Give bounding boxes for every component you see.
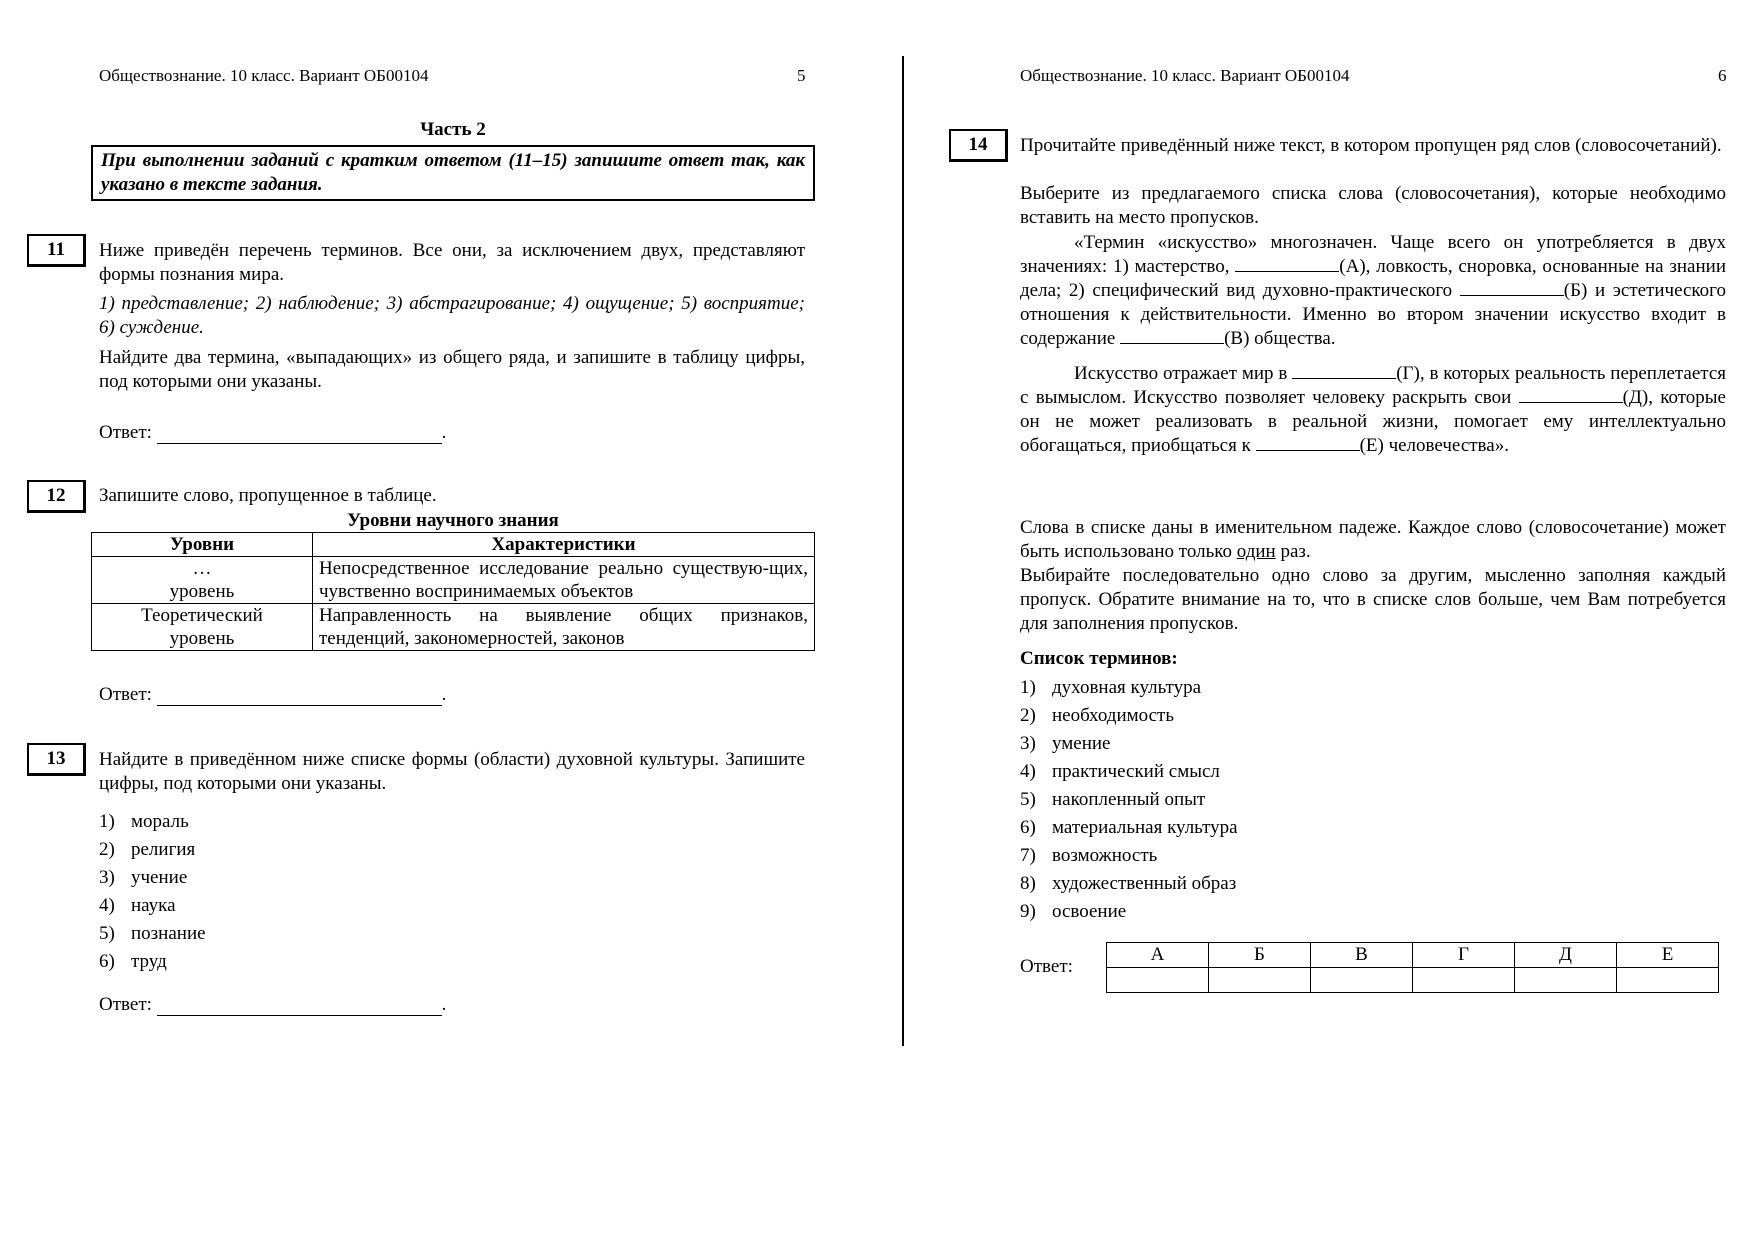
list-item bbox=[1020, 786, 1238, 814]
list-item bbox=[1020, 870, 1238, 898]
p1-part-b: (А), ловкость, сноровка, основанные на знании дела; 2) специфический вид духовно-практического bbox=[1020, 256, 1726, 301]
q14-intro-1: Прочитайте приведённый ниже текст, в котором пропущен ряд слов (словосочетаний). bbox=[1020, 135, 1722, 156]
q14-paragraph-1 bbox=[1020, 231, 1726, 351]
list-item-number: 1) bbox=[99, 811, 115, 832]
list-item bbox=[99, 948, 206, 976]
list-item-number: 9) bbox=[1020, 901, 1036, 922]
q14-intro-2: Выберите из предлагаемого списка слова (словосочетания), которые необходимо вставить на место пропусков. bbox=[1020, 183, 1726, 228]
question-number-14: 14 bbox=[949, 129, 1008, 162]
list-item-text: духовная культура bbox=[1052, 677, 1202, 698]
q11-answer-label: Ответ: bbox=[99, 422, 152, 443]
list-item bbox=[99, 836, 206, 864]
p2-part-b: (Г), в которых реальность переплетается с вымыслом. Искусство позволяет человеку раскрыть свои bbox=[1020, 363, 1726, 408]
list-item-text: возможность bbox=[1052, 845, 1158, 866]
list-item-text: освоение bbox=[1052, 901, 1127, 922]
note1-part-c: раз. bbox=[1280, 541, 1311, 562]
list-item-number: 7) bbox=[1020, 845, 1036, 866]
list-item-number: 1) bbox=[1020, 677, 1036, 698]
q12-answer[interactable] bbox=[99, 684, 446, 706]
note1-part-a: Слова в списке даны в именительном падеже. Каждое слово (словосочетание) может быть использовано только bbox=[1020, 517, 1726, 562]
p2-part-a: Искусство отражает мир в bbox=[1074, 363, 1288, 384]
blank-v[interactable] bbox=[1120, 327, 1224, 344]
list-item bbox=[1020, 842, 1238, 870]
answer-cell-v[interactable] bbox=[1311, 968, 1413, 993]
list-item-text: наука bbox=[131, 895, 176, 916]
q11-task: Найдите два термина, «выпадающих» из общего ряда, и запишите в таблицу цифры, под которыми они указаны. bbox=[99, 347, 805, 392]
right-page-header: Обществознание. 10 класс. Вариант ОБ00104 bbox=[1020, 66, 1350, 85]
answer-cell-a[interactable] bbox=[1107, 968, 1209, 993]
list-item-text: необходимость bbox=[1052, 705, 1175, 726]
question-number-12: 12 bbox=[27, 480, 86, 513]
q12-answer-line[interactable] bbox=[157, 687, 442, 706]
answer-cell-g[interactable] bbox=[1413, 968, 1515, 993]
list-item-number: 4) bbox=[1020, 761, 1036, 782]
list-item bbox=[1020, 758, 1238, 786]
blank-d[interactable] bbox=[1519, 386, 1623, 403]
row2-level: Теоретический уровень bbox=[92, 604, 313, 651]
list-item-number: 5) bbox=[1020, 789, 1036, 810]
list-item-number: 4) bbox=[99, 895, 115, 916]
answer-cell-e[interactable] bbox=[1617, 968, 1719, 993]
answer-cell-d[interactable] bbox=[1515, 968, 1617, 993]
p1-part-c: (Б) и эстетического отношения к действительности. Именно во втором значении искусство входит в содержание bbox=[1020, 280, 1727, 349]
levels-col-header: Уровни bbox=[92, 533, 313, 557]
list-item-number: 8) bbox=[1020, 873, 1036, 894]
row1-characteristic: Непосредственное исследование реально существую-щих, чувственно воспринимаемых объектов bbox=[313, 557, 815, 604]
page-divider bbox=[902, 56, 904, 1046]
q14-paragraph-2 bbox=[1020, 362, 1726, 458]
characteristics-col-header: Характеристики bbox=[313, 533, 815, 557]
blank-g[interactable] bbox=[1292, 362, 1396, 379]
answer-col-d: Д bbox=[1515, 943, 1617, 968]
q12-answer-label: Ответ: bbox=[99, 684, 152, 705]
part-title: Часть 2 bbox=[420, 119, 486, 140]
blank-b[interactable] bbox=[1460, 279, 1564, 296]
p2-part-d: (Е) человечества». bbox=[1359, 435, 1509, 456]
left-page-header: Обществознание. 10 класс. Вариант ОБ00104 bbox=[99, 66, 429, 85]
p1-part-d: (В) общества. bbox=[1224, 328, 1336, 349]
part-instruction: При выполнении заданий с кратким ответом (11–15) запишите ответ так, как указано в тексте задания. bbox=[91, 145, 815, 201]
q14-note-1 bbox=[1020, 516, 1726, 564]
list-item-number: 3) bbox=[1020, 733, 1036, 754]
q13-list bbox=[99, 808, 206, 976]
answer-col-b: Б bbox=[1209, 943, 1311, 968]
question-number-13: 13 bbox=[27, 743, 86, 776]
list-item-text: художественный образ bbox=[1052, 873, 1237, 894]
q11-answer[interactable] bbox=[99, 422, 446, 444]
row2-characteristic: Направленность на выявление общих признаков, тенденций, закономерностей, законов bbox=[313, 604, 815, 651]
q11-answer-line[interactable] bbox=[157, 425, 442, 444]
list-item-number: 5) bbox=[99, 923, 115, 944]
q11-terms: 1) представление; 2) наблюдение; 3) абстрагирование; 4) ощущение; 5) восприятие; 6) суждение. bbox=[99, 293, 805, 338]
list-item bbox=[1020, 674, 1238, 702]
p1-part-a: «Термин «искусство» многозначен. Чаще всего он употребляется в двух значениях: 1) мастерство, bbox=[1020, 232, 1726, 277]
list-item-number: 2) bbox=[99, 839, 115, 860]
list-item bbox=[99, 892, 206, 920]
q14-answer-table bbox=[1106, 942, 1719, 993]
list-item bbox=[1020, 702, 1238, 730]
q12-text: Запишите слово, пропущенное в таблице. bbox=[99, 485, 437, 506]
list-item-text: практический смысл bbox=[1052, 761, 1220, 782]
q14-note-2: Выбирайте последовательно одно слово за другим, мысленно заполняя каждый пропуск. Обратите внимание на то, что в списке слов больше, чем Вам потребуется для заполнения пропусков. bbox=[1020, 565, 1726, 634]
list-item-number: 6) bbox=[1020, 817, 1036, 838]
q13-answer[interactable] bbox=[99, 994, 446, 1016]
list-item-text: материальная культура bbox=[1052, 817, 1238, 838]
left-page-number: 5 bbox=[797, 66, 806, 85]
answer-col-v: В bbox=[1311, 943, 1413, 968]
list-item bbox=[1020, 814, 1238, 842]
list-item-text: умение bbox=[1052, 733, 1111, 754]
list-item bbox=[1020, 898, 1238, 926]
q11-text: Ниже приведён перечень терминов. Все они, за исключением двух, представляют формы познания мира. bbox=[99, 240, 805, 285]
answer-col-e: Е bbox=[1617, 943, 1719, 968]
list-item bbox=[99, 864, 206, 892]
list-item-number: 2) bbox=[1020, 705, 1036, 726]
q14-answer-label: Ответ: bbox=[1020, 956, 1073, 977]
q13-answer-line[interactable] bbox=[157, 997, 442, 1016]
list-item-text: познание bbox=[131, 923, 206, 944]
list-item-number: 3) bbox=[99, 867, 115, 888]
answer-col-g: Г bbox=[1413, 943, 1515, 968]
list-item-text: труд bbox=[131, 951, 167, 972]
blank-e[interactable] bbox=[1256, 434, 1360, 451]
list-item-text: религия bbox=[131, 839, 196, 860]
terms-list-title: Список терминов: bbox=[1020, 648, 1178, 669]
list-item bbox=[99, 808, 206, 836]
blank-a[interactable] bbox=[1235, 255, 1339, 272]
q13-text: Найдите в приведённом ниже списке формы (области) духовной культуры. Запишите цифры, под которыми они указаны. bbox=[99, 749, 805, 794]
levels-table bbox=[91, 532, 815, 651]
q11-answer-period: . bbox=[441, 422, 447, 443]
q12-table-title: Уровни научного знания bbox=[347, 510, 559, 531]
row1-level bbox=[92, 557, 313, 604]
table-row bbox=[92, 604, 815, 651]
row1-level-ellipsis: … bbox=[192, 558, 212, 579]
terms-list bbox=[1020, 674, 1238, 926]
note1-underlined-word: один bbox=[1236, 541, 1276, 562]
list-item bbox=[1020, 730, 1238, 758]
q12-answer-period: . bbox=[441, 684, 447, 705]
answer-col-a: А bbox=[1107, 943, 1209, 968]
list-item-text: мораль bbox=[131, 811, 189, 832]
right-page-number: 6 bbox=[1718, 66, 1727, 85]
list-item-text: учение bbox=[131, 867, 188, 888]
answer-cell-b[interactable] bbox=[1209, 968, 1311, 993]
p2-part-c: (Д), которые он не может реализовать в реальной жизни, помогает ему интеллектуально обогащаться, приобщаться к bbox=[1020, 387, 1726, 456]
table-row bbox=[92, 557, 815, 604]
row1-level-word: уровень bbox=[169, 581, 235, 602]
question-number-11: 11 bbox=[27, 234, 86, 267]
q13-answer-period: . bbox=[441, 994, 447, 1015]
q13-answer-label: Ответ: bbox=[99, 994, 152, 1015]
list-item-number: 6) bbox=[99, 951, 115, 972]
list-item bbox=[99, 920, 206, 948]
list-item-text: накопленный опыт bbox=[1052, 789, 1206, 810]
